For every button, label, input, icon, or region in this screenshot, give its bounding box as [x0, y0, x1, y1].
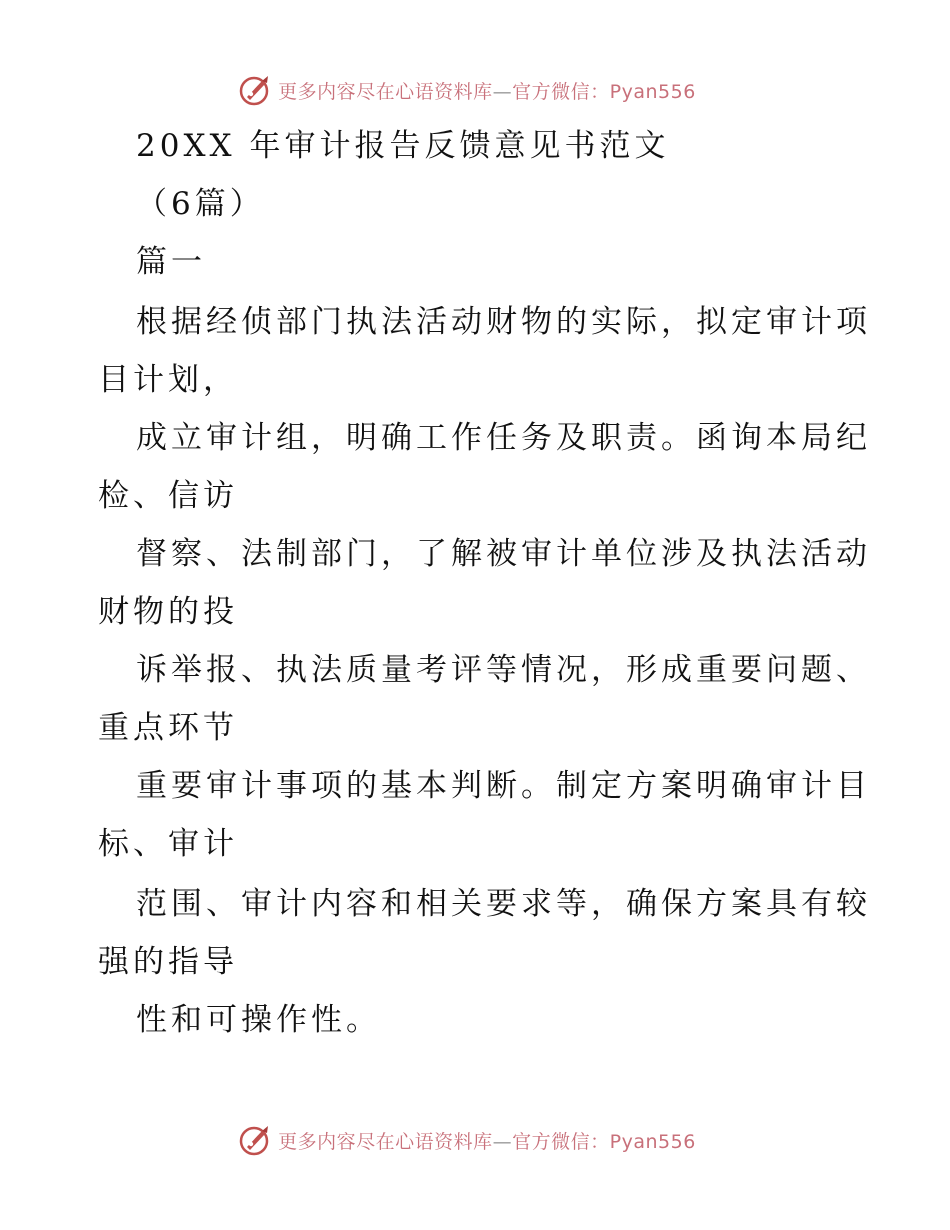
watermark-text: 更多内容尽在心语资料库 [278, 1130, 493, 1153]
watermark-separator: — [492, 80, 513, 103]
paragraph-line: 范围、审计内容和相关要求等，确保方案具有较 [136, 886, 871, 922]
footer-watermark [238, 1123, 696, 1157]
section-heading: 篇一 [136, 244, 206, 280]
paragraph-line: 重要审计事项的基本判断。制定方案明确审计目 [136, 768, 871, 804]
paragraph-line: 重点环节 [98, 710, 238, 746]
quill-seal-icon [238, 1123, 272, 1157]
footer-watermark-banner [0, 1120, 950, 1160]
paragraph-line: 检、信访 [98, 478, 238, 514]
paragraph-line: 强的指导 [98, 944, 238, 980]
paragraph-line: 财物的投 [98, 594, 238, 630]
document-subtitle: （6篇） [136, 186, 265, 222]
paragraph-line: 目计划， [98, 362, 238, 398]
paragraph-line: 成立审计组，明确工作任务及职责。函询本局纪 [136, 420, 871, 456]
watermark-separator: — [492, 1130, 513, 1153]
watermark-text: 更多内容尽在心语资料库 [278, 80, 493, 103]
watermark-contact: 官方微信：Pyan556 [512, 1130, 696, 1153]
paragraph-line: 性和可操作性。 [136, 1002, 381, 1038]
paragraph-line: 诉举报、执法质量考评等情况，形成重要问题、 [136, 652, 871, 688]
watermark-contact: 官方微信：Pyan556 [512, 80, 696, 103]
paragraph-line: 根据经侦部门执法活动财物的实际，拟定审计项 [136, 304, 871, 340]
paragraph-line: 督察、法制部门，了解被审计单位涉及执法活动 [136, 536, 871, 572]
paragraph-line: 标、审计 [98, 826, 238, 862]
document-title: 20XX 年审计报告反馈意见书范文 [136, 128, 670, 164]
